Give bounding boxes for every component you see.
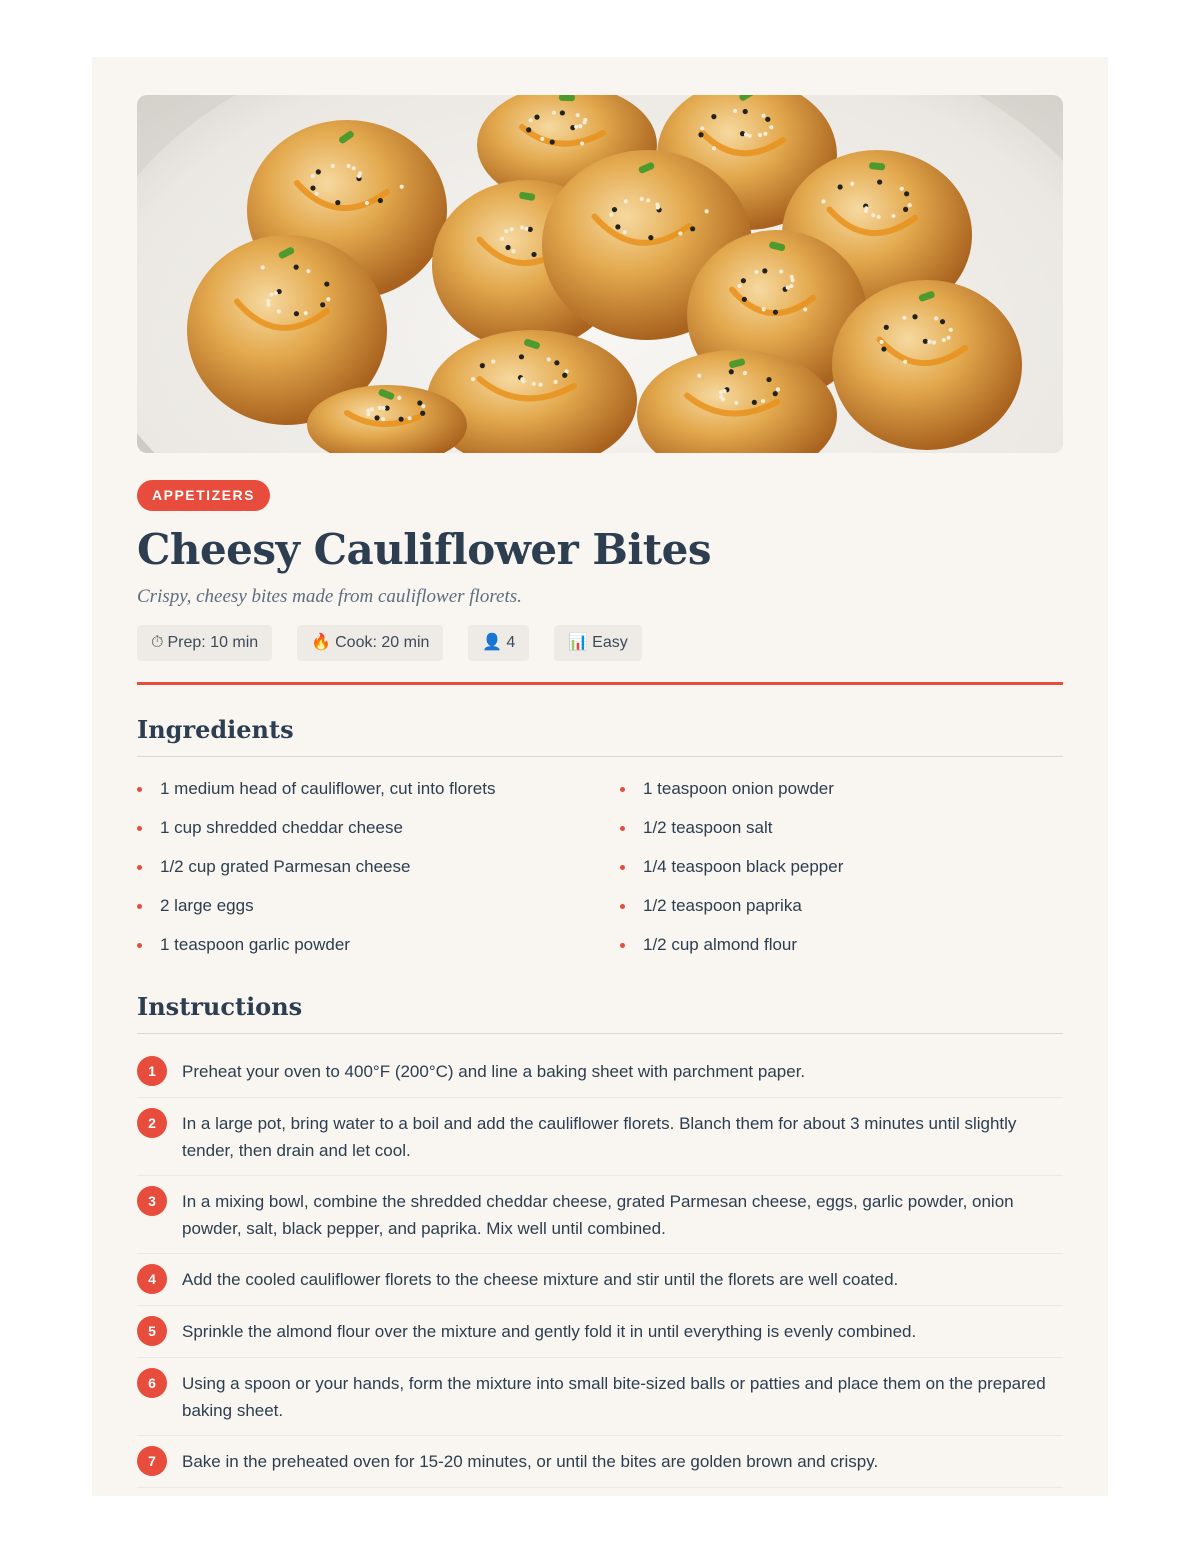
ingredient-item: 1 medium head of cauliflower, cut into florets (137, 769, 620, 808)
recipe-description: Crispy, cheesy bites made from cauliflower florets. (137, 586, 522, 607)
ingredient-item: 1/2 cup almond flour (620, 925, 1063, 964)
step-number: 5 (137, 1316, 167, 1346)
ingredients-heading: Ingredients (137, 715, 1063, 757)
step-text: Preheat your oven to 400°F (200°C) and line a baking sheet with parchment paper. (182, 1062, 806, 1081)
instruction-step (137, 1098, 1063, 1176)
chef-icon: 📊 (568, 634, 589, 651)
instruction-step (137, 1254, 1063, 1306)
difficulty-label: Easy (592, 634, 628, 651)
recipe-content (137, 95, 1063, 1488)
category-badge[interactable]: APPETIZERS (137, 480, 270, 511)
recipe-meta (137, 625, 1063, 661)
ingredient-item: 1 teaspoon garlic powder (137, 925, 620, 964)
ingredient-item: 1/2 teaspoon paprika (620, 886, 1063, 925)
step-number: 3 (137, 1186, 167, 1216)
clock-icon: ⏱ (151, 634, 164, 651)
instruction-step (137, 1306, 1063, 1358)
instructions-heading: Instructions (137, 992, 1063, 1034)
step-number: 6 (137, 1368, 167, 1398)
divider (137, 682, 1063, 685)
servings-icon: 👤 (482, 634, 503, 651)
instruction-step (137, 1436, 1063, 1488)
recipe-card (92, 57, 1108, 1496)
cauliflower-bites-photo (137, 95, 1063, 453)
instructions-list (137, 1046, 1063, 1488)
step-number: 1 (137, 1056, 167, 1086)
ingredient-item: 1/4 teaspoon black pepper (620, 847, 1063, 886)
step-number: 2 (137, 1108, 167, 1138)
ingredient-item: 1/2 cup grated Parmesan cheese (137, 847, 620, 886)
ingredients-list (137, 769, 1063, 964)
step-text: Sprinkle the almond flour over the mixture and gently fold it in until everything is evenly combined. (182, 1322, 917, 1341)
prep-time-label: Prep: 10 min (167, 634, 259, 651)
ingredient-item: 2 large eggs (137, 886, 620, 925)
step-text: In a large pot, bring water to a boil and add the cauliflower florets. Blanch them for about 3 minutes until slightly tender, then drain and let cool. (182, 1114, 1017, 1160)
ingredients-column-right (620, 769, 1063, 964)
step-text: Bake in the preheated oven for 15-20 minutes, or until the bites are golden brown and crispy. (182, 1452, 879, 1471)
difficulty (554, 625, 642, 661)
servings-label: 4 (506, 634, 516, 651)
ingredient-item: 1/2 teaspoon salt (620, 808, 1063, 847)
hero-image (137, 95, 1063, 453)
step-number: 4 (137, 1264, 167, 1294)
cook-time-label: Cook: 20 min (335, 634, 430, 651)
step-number: 7 (137, 1446, 167, 1476)
step-text: Using a spoon or your hands, form the mixture into small bite-sized balls or patties and place them on the prepared baking sheet. (182, 1374, 1046, 1420)
step-text: Add the cooled cauliflower florets to the cheese mixture and stir until the florets are well coated. (182, 1270, 899, 1289)
fire-icon: 🔥 (311, 634, 332, 651)
step-text: In a mixing bowl, combine the shredded cheddar cheese, grated Parmesan cheese, eggs, garlic powder, onion powder, salt, black pepper, and paprika. Mix well until combined. (182, 1192, 1014, 1238)
prep-time (137, 625, 272, 661)
cook-time (297, 625, 443, 661)
servings (468, 625, 529, 661)
instruction-step (137, 1176, 1063, 1254)
recipe-title: Cheesy Cauliflower Bites (137, 525, 712, 574)
ingredient-item: 1 cup shredded cheddar cheese (137, 808, 620, 847)
ingredients-column-left (137, 769, 620, 964)
instruction-step (137, 1358, 1063, 1436)
instruction-step (137, 1046, 1063, 1098)
ingredient-item: 1 teaspoon onion powder (620, 769, 1063, 808)
